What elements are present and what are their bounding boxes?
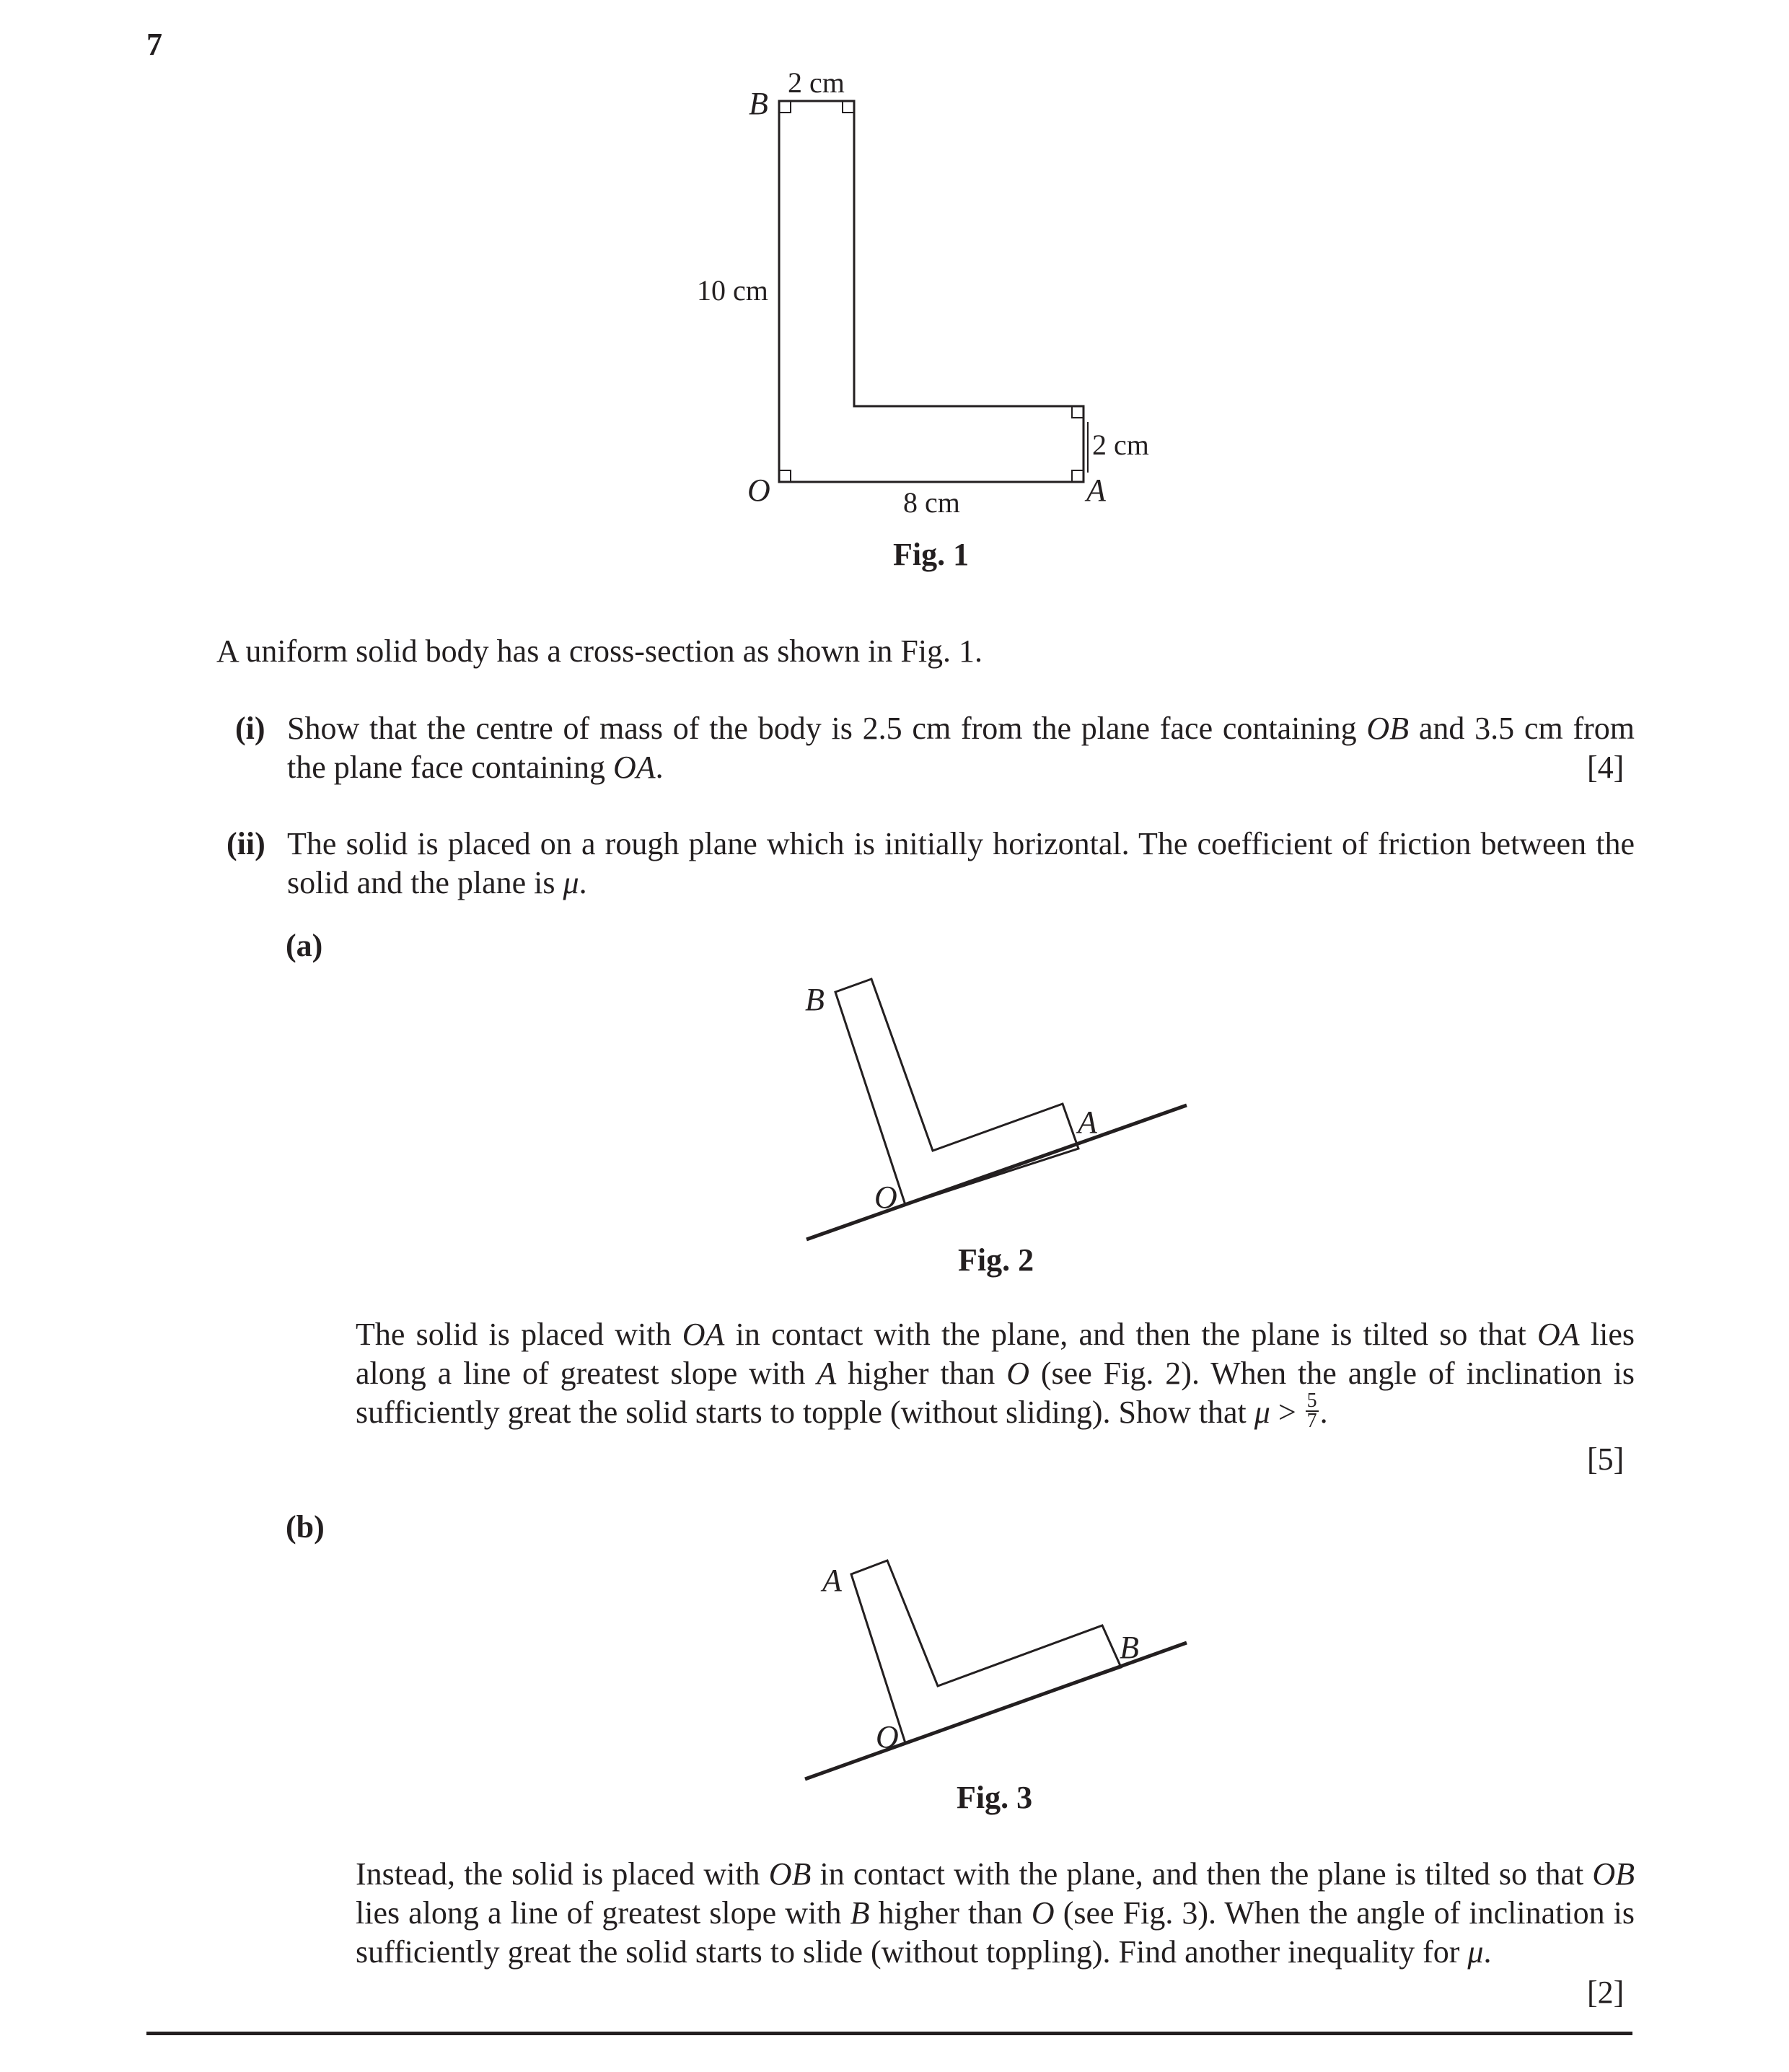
right-angle-marker <box>1072 406 1083 418</box>
fig1-right-height: 2 cm <box>1092 429 1149 461</box>
part-i-mark: [4] <box>1587 750 1625 785</box>
bottom-rule <box>146 2032 1632 2035</box>
fig1-label-o: O <box>747 473 770 508</box>
fraction: $\frac{5}{7}$ <box>1306 1389 1317 1432</box>
fig2-label-a: A <box>1078 1105 1097 1140</box>
part-i-text: Show that the centre of mass of the body is 2.5 cm from the plane face containing OB and 3.5 cm from the plane face containing OA. <box>287 711 1635 785</box>
part-a-mark: [5] <box>1587 1441 1625 1477</box>
intro-text: A uniform solid body has a cross-section as shown in Fig. 1. <box>216 633 983 669</box>
part-b-text: Instead, the solid is placed with OB in contact with the plane, and then the plane is tilted so that OB lies along a line of greatest slope with B higher than O (see Fig. 3). When the angle of inclination is sufficiently great the solid starts to slide (without toppling). Find another inequality for μ. <box>356 1856 1635 1970</box>
fig2-label-b: B <box>805 982 825 1017</box>
fig2-l-shape <box>835 979 1078 1205</box>
fig1-top-width: 2 cm <box>788 66 845 99</box>
fig1-l-shape <box>779 101 1083 482</box>
right-angle-marker <box>779 470 791 482</box>
fig1-left-height: 10 cm <box>697 274 768 307</box>
fig1-label-a: A <box>1086 473 1106 508</box>
fig1-caption: Fig. 1 <box>893 537 970 572</box>
part-i-label: (i) <box>235 711 265 746</box>
fig2-diagram <box>805 979 1187 1278</box>
part-b-mark: [2] <box>1587 1975 1625 2010</box>
question-number: 7 <box>146 27 162 62</box>
fig3-label-b: B <box>1120 1630 1139 1665</box>
fig1-bottom-width: 8 cm <box>903 486 960 519</box>
fig1-label-b: B <box>749 86 768 121</box>
fig3-l-shape <box>851 1560 1121 1743</box>
fig3-diagram <box>805 1560 1187 1815</box>
fig3-label-a: A <box>822 1563 842 1598</box>
part-ii-label: (ii) <box>227 826 265 861</box>
right-angle-marker <box>1072 470 1083 482</box>
part-ii-text: The solid is placed on a rough plane which is initially horizontal. The coefficient of friction between the solid and the plane is μ. <box>287 826 1635 900</box>
part-b-label: (b) <box>286 1509 325 1545</box>
fig3-label-o: O <box>876 1719 899 1755</box>
right-angle-marker <box>843 101 854 113</box>
fig2-inclined-plane <box>806 1105 1187 1239</box>
fig1-diagram <box>697 66 1149 572</box>
fig2-label-o: O <box>874 1180 897 1215</box>
right-angle-marker <box>779 101 791 113</box>
part-a-text: The solid is placed with OA in contact with the plane, and then the plane is tilted so that OA lies along a line of greatest slope with A higher than O (see Fig. 2). When the angle of inclination is sufficiently great the solid starts to topple (without sliding). Show that μ > $\frac{5}{7}$ . <box>356 1317 1635 1432</box>
fig3-caption: Fig. 3 <box>957 1780 1033 1815</box>
fig2-caption: Fig. 2 <box>958 1242 1034 1278</box>
part-a-label: (a) <box>286 928 323 963</box>
